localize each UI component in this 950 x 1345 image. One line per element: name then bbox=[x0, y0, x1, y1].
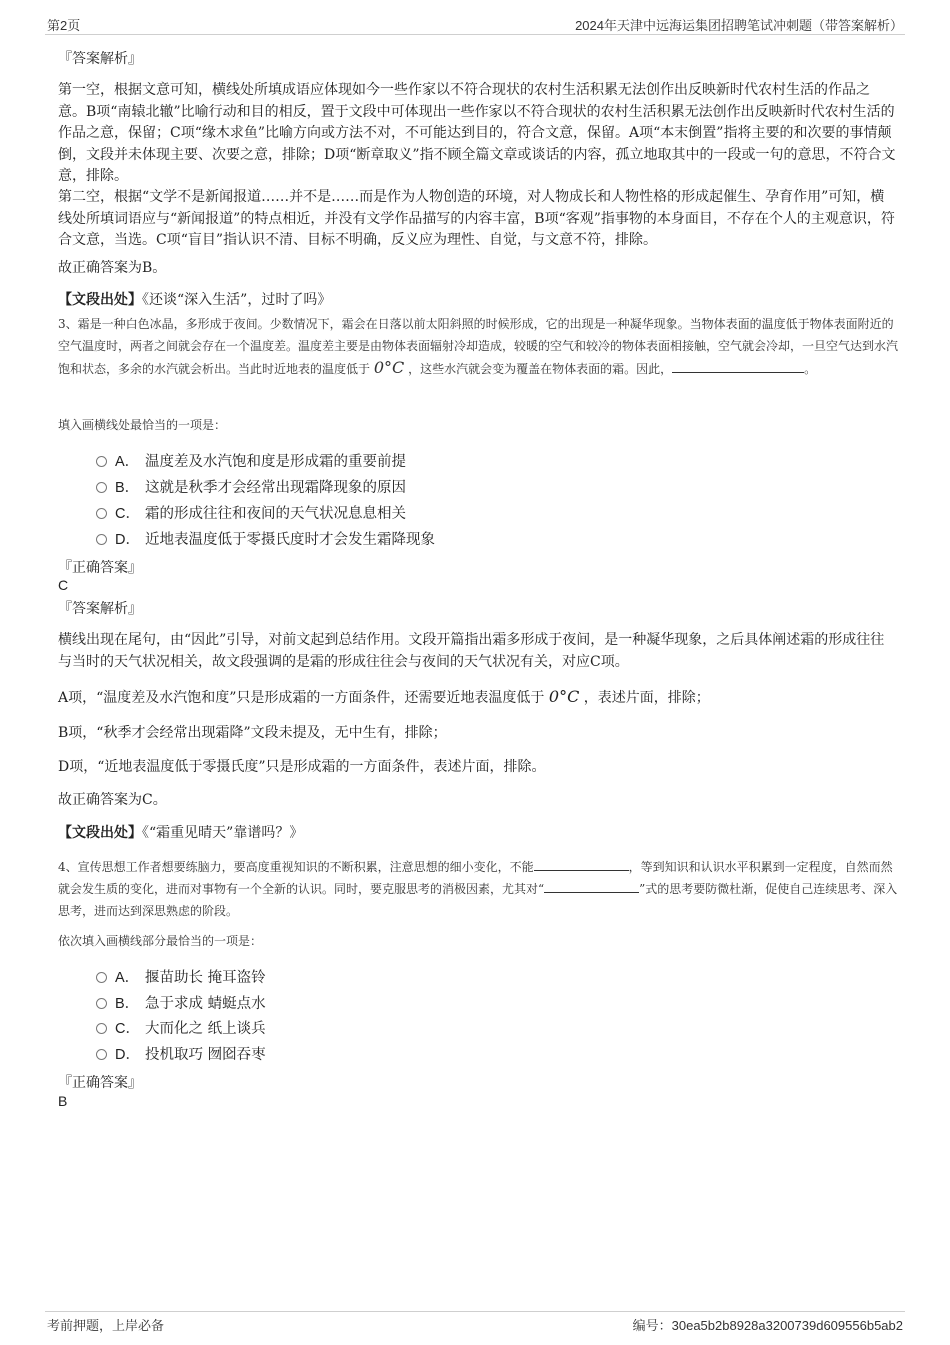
q3-analysis-option-a bbox=[58, 686, 896, 710]
q3-stem-text-1: 3、霜是一种白色冰晶，多形成于夜间。少数情况下，霜会在日落以前太阳斜照的时候形成，它的出现是一种凝华现象。当物体表面的温度低于物体表面附近的空气温度时，两者之间就会存在一个温度差。温度差主要是由物体表面辐射冷却造成，较暖的空气和较冷的物体表面相接触，空气就会冷却，一旦空气达到水汽饱和状态，多余的水汽就会析出。当此时近地表的温度低于 bbox=[58, 317, 899, 376]
option-text: 这就是秋季才会经常出现霜降现象的原因 bbox=[145, 480, 406, 496]
footer-slogan: 考前押题，上岸必备 bbox=[47, 1318, 165, 1333]
radio-icon[interactable] bbox=[96, 972, 107, 983]
q4-option-a[interactable] bbox=[96, 967, 266, 989]
option-letter: D． bbox=[115, 532, 140, 548]
source-tag: 【文段出处】 bbox=[58, 292, 142, 308]
q3-option-b[interactable] bbox=[96, 477, 406, 499]
option-letter: A． bbox=[115, 454, 140, 470]
q2-source-title: 《还谈“深入生活”，过时了吗》 bbox=[142, 292, 332, 308]
option-text: 急于求成 蜻蜓点水 bbox=[145, 996, 266, 1012]
radio-icon[interactable] bbox=[96, 1023, 107, 1034]
option-text: 温度差及水汽饱和度是形成霜的重要前提 bbox=[145, 454, 406, 470]
option-text: 投机取巧 囫囵吞枣 bbox=[145, 1047, 266, 1063]
q3-stem-text-2: ，这些水汽就会变为覆盖在物体表面的霜。因此， bbox=[408, 362, 673, 376]
q2-analysis-paragraph-2: 第二空，根据“文学不是新闻报道……并不是……而是作为人物创造的环境，对人物成长和人物性格的形成起催生、孕育作用”可知，横线处所填词语应与“新闻报道”的特点相近，并没有文学作品描写的内容丰富，B项“客观”指事物的本身面目，不存在个人的主观意识，符合文意，当选。C项“盲目”指认识不清、目标不明确，反义应为理性、自觉，与文意不符，排除。 bbox=[58, 189, 895, 248]
q4-stem bbox=[58, 856, 898, 922]
q3-correct-label: 『正确答案』 bbox=[58, 560, 142, 576]
page-number: 第2页 bbox=[47, 18, 81, 33]
q3-answer: C bbox=[58, 577, 69, 593]
option-letter: B． bbox=[115, 996, 140, 1012]
q3-source-title: 《“霜重见晴天”靠谱吗？》 bbox=[142, 825, 304, 841]
q3-stem bbox=[58, 313, 898, 380]
q3-option-d[interactable] bbox=[96, 529, 435, 551]
q3-analysis-option-d: D项，“近地表温度低于零摄氏度”只是形成霜的一方面条件，表述片面，排除。 bbox=[58, 759, 546, 775]
page-header bbox=[45, 14, 905, 35]
q2-conclusion: 故正确答案为B。 bbox=[58, 260, 167, 276]
q3-blank bbox=[672, 358, 804, 373]
radio-icon[interactable] bbox=[96, 456, 107, 467]
q3-analysis-paragraph-1: 横线出现在尾句，由“因此”引导，对前文起到总结作用。文段开篇指出霜多形成于夜间，是一种凝华现象，之后具体阐述霜的形成往往与当时的天气状况相关，故文段强调的是霜的形成往往会与夜间的天气状况有关，对应C项。 bbox=[58, 632, 885, 670]
q3-analysis-label: 『答案解析』 bbox=[58, 601, 142, 617]
q4-correct-label: 『正确答案』 bbox=[58, 1075, 142, 1091]
q4-option-c[interactable] bbox=[96, 1018, 266, 1040]
q4-blank-1 bbox=[534, 856, 629, 871]
radio-icon[interactable] bbox=[96, 534, 107, 545]
temperature-zero-celsius: 0°C bbox=[373, 358, 405, 377]
radio-icon[interactable] bbox=[96, 1049, 107, 1060]
page-footer bbox=[45, 1311, 905, 1334]
q3-option-a[interactable] bbox=[96, 451, 406, 473]
q4-blank-2 bbox=[544, 878, 639, 893]
option-letter: C． bbox=[115, 1021, 140, 1037]
q4-option-d[interactable] bbox=[96, 1044, 266, 1066]
option-text: 霜的形成往往和夜间的天气状况息息相关 bbox=[145, 506, 406, 522]
radio-icon[interactable] bbox=[96, 998, 107, 1009]
q3-option-c[interactable] bbox=[96, 503, 406, 525]
q2-source bbox=[58, 290, 896, 312]
option-text: 近地表温度低于零摄氏度时才会发生霜降现象 bbox=[145, 532, 435, 548]
q3-prompt: 填入画横线处最恰当的一项是： bbox=[58, 418, 227, 432]
option-letter: D． bbox=[115, 1047, 140, 1063]
q3-analysis-option-b: B项，“秋季才会经常出现霜降”文段未提及，无中生有，排除； bbox=[58, 725, 447, 741]
q4-prompt: 依次填入画横线部分最恰当的一项是： bbox=[58, 934, 263, 948]
source-tag: 【文段出处】 bbox=[58, 825, 142, 841]
q4-stem-text-3: ”式的思考要防微杜渐，促使自己连续思考、深入思考，进而达到深思熟虑的阶段。 bbox=[58, 882, 898, 918]
q2-analysis-label: 『答案解析』 bbox=[58, 51, 142, 67]
option-text: 揠苗助长 掩耳盗铃 bbox=[145, 970, 266, 986]
q4-stem-text-2: ，等到知识和认识水平积累到一定程度，自然而然就会发生质的变化，进而对事物有一个全新的认识。同时，要克服思考的消极因素，尤其对“ bbox=[58, 860, 893, 896]
q3-stem-end: 。 bbox=[804, 362, 817, 376]
document-code: 编号：30ea5b2b8928a3200739d609556b5ab2 bbox=[632, 1318, 903, 1333]
q4-stem-text-1: 4、宣传思想工作者想要练脑力，要高度重视知识的不断积累，注意思想的细小变化，不能 bbox=[58, 860, 534, 874]
option-letter: A． bbox=[115, 970, 140, 986]
q4-answer: B bbox=[58, 1093, 68, 1109]
radio-icon[interactable] bbox=[96, 482, 107, 493]
q3-analysis-a-text-1: A项，“温度差及水汽饱和度”只是形成霜的一方面条件，还需要近地表温度低于 bbox=[58, 690, 545, 706]
document-title: 2024年天津中远海运集团招聘笔试冲刺题（带答案解析） bbox=[575, 18, 903, 33]
option-text: 大而化之 纸上谈兵 bbox=[145, 1021, 266, 1037]
option-letter: B． bbox=[115, 480, 140, 496]
q2-analysis-paragraph-1: 第一空，根据文意可知，横线处所填成语应体现如今一些作家以不符合现状的农村生活积累无法创作出反映新时代农村生活的作品之意。B项“南辕北辙”比喻行动和目的相反，置于文段中可体现出一些作家以不符合现状的农村生活积累无法创作出反映新时代农村生活的作品之意，保留；C项“缘木求鱼”比喻方向或方法不对，不可能达到目的，符合文意，保留。A项“本末倒置”指将主要的和次要的事情颠倒，文段并未体现主要、次要之意，排除；D项“断章取义”指不顾全篇文章或谈话的内容，孤立地取其中的一段或一句的意思，不符合文意，排除。 bbox=[58, 82, 896, 184]
option-letter: C． bbox=[115, 506, 140, 522]
q3-conclusion: 故正确答案为C。 bbox=[58, 792, 167, 808]
q3-analysis-a-text-2: ，表述片面，排除； bbox=[583, 690, 710, 706]
radio-icon[interactable] bbox=[96, 508, 107, 519]
temperature-zero-celsius: 0°C bbox=[548, 687, 580, 706]
q3-source bbox=[58, 823, 896, 845]
q4-option-b[interactable] bbox=[96, 993, 266, 1015]
